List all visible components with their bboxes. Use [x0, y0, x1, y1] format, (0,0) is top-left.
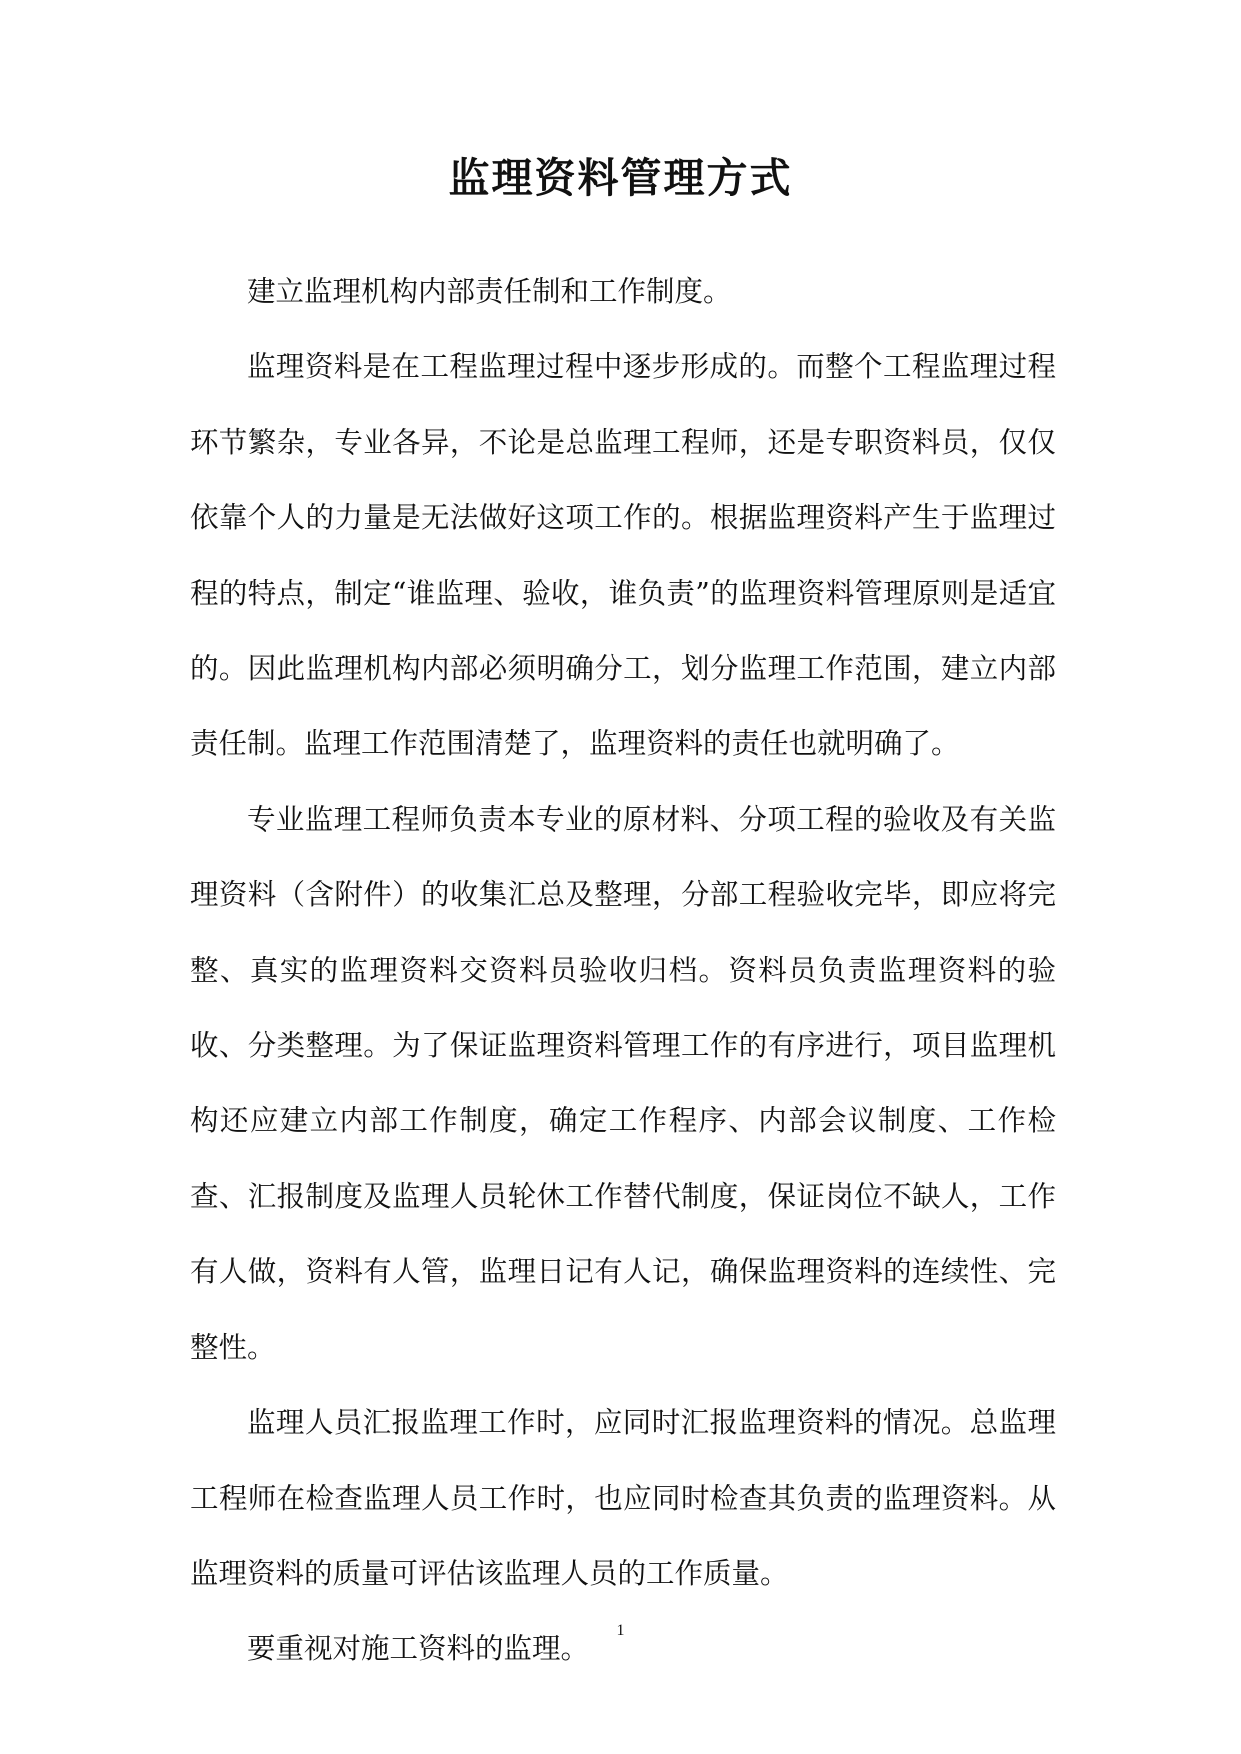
paragraph-5: 要重视对施工资料的监理。: [247, 1632, 590, 1666]
paragraph-3: 专业监理工程师负责本专业的原材料、分项工程的验收及有关监理资料（含附件）的收集汇总及整理，分部工程验收完毕，即应将完整、真实的监理资料交资料员验收归档。资料员负责监理资料的验收、分类整理。为了保证监理资料管理工作的有序进行，项目监理机构还应建立内部工作制度，确定工作程序、内部会议制度、工作检查、汇报制度及监理人员轮休工作替代制度，保证岗位不缺人，工作有人做，资料有人管，监理日记有人记，确保监理资料的连续性、完整性。: [190, 802, 1056, 1364]
paragraph-2: 监理资料是在工程监理过程中逐步形成的。而整个工程监理过程环节繁杂，专业各异，不论是总监理工程师，还是专职资料员，仅仅依靠个人的力量是无法做好这项工作的。根据监理资料产生于监理过程的特点，制定“谁监理、验收，谁负责”的监理资料管理原则是适宜的。因此监理机构内部必须明确分工，划分监理工作范围，建立内部责任制。监理工作范围清楚了，监理资料的责任也就明确了。: [190, 350, 1056, 761]
document-body: [190, 254, 1056, 1687]
document-title: 监理资料管理方式: [448, 154, 793, 202]
paragraph-1: 建立监理机构内部责任制和工作制度。: [247, 275, 732, 308]
page-number: 1: [616, 1622, 625, 1639]
paragraph-4: 监理人员汇报监理工作时，应同时汇报监理资料的情况。总监理工程师在检查监理人员工作时，也应同时检查其负责的监理资料。从监理资料的质量可评估该监理人员的工作质量。: [190, 1406, 1056, 1590]
